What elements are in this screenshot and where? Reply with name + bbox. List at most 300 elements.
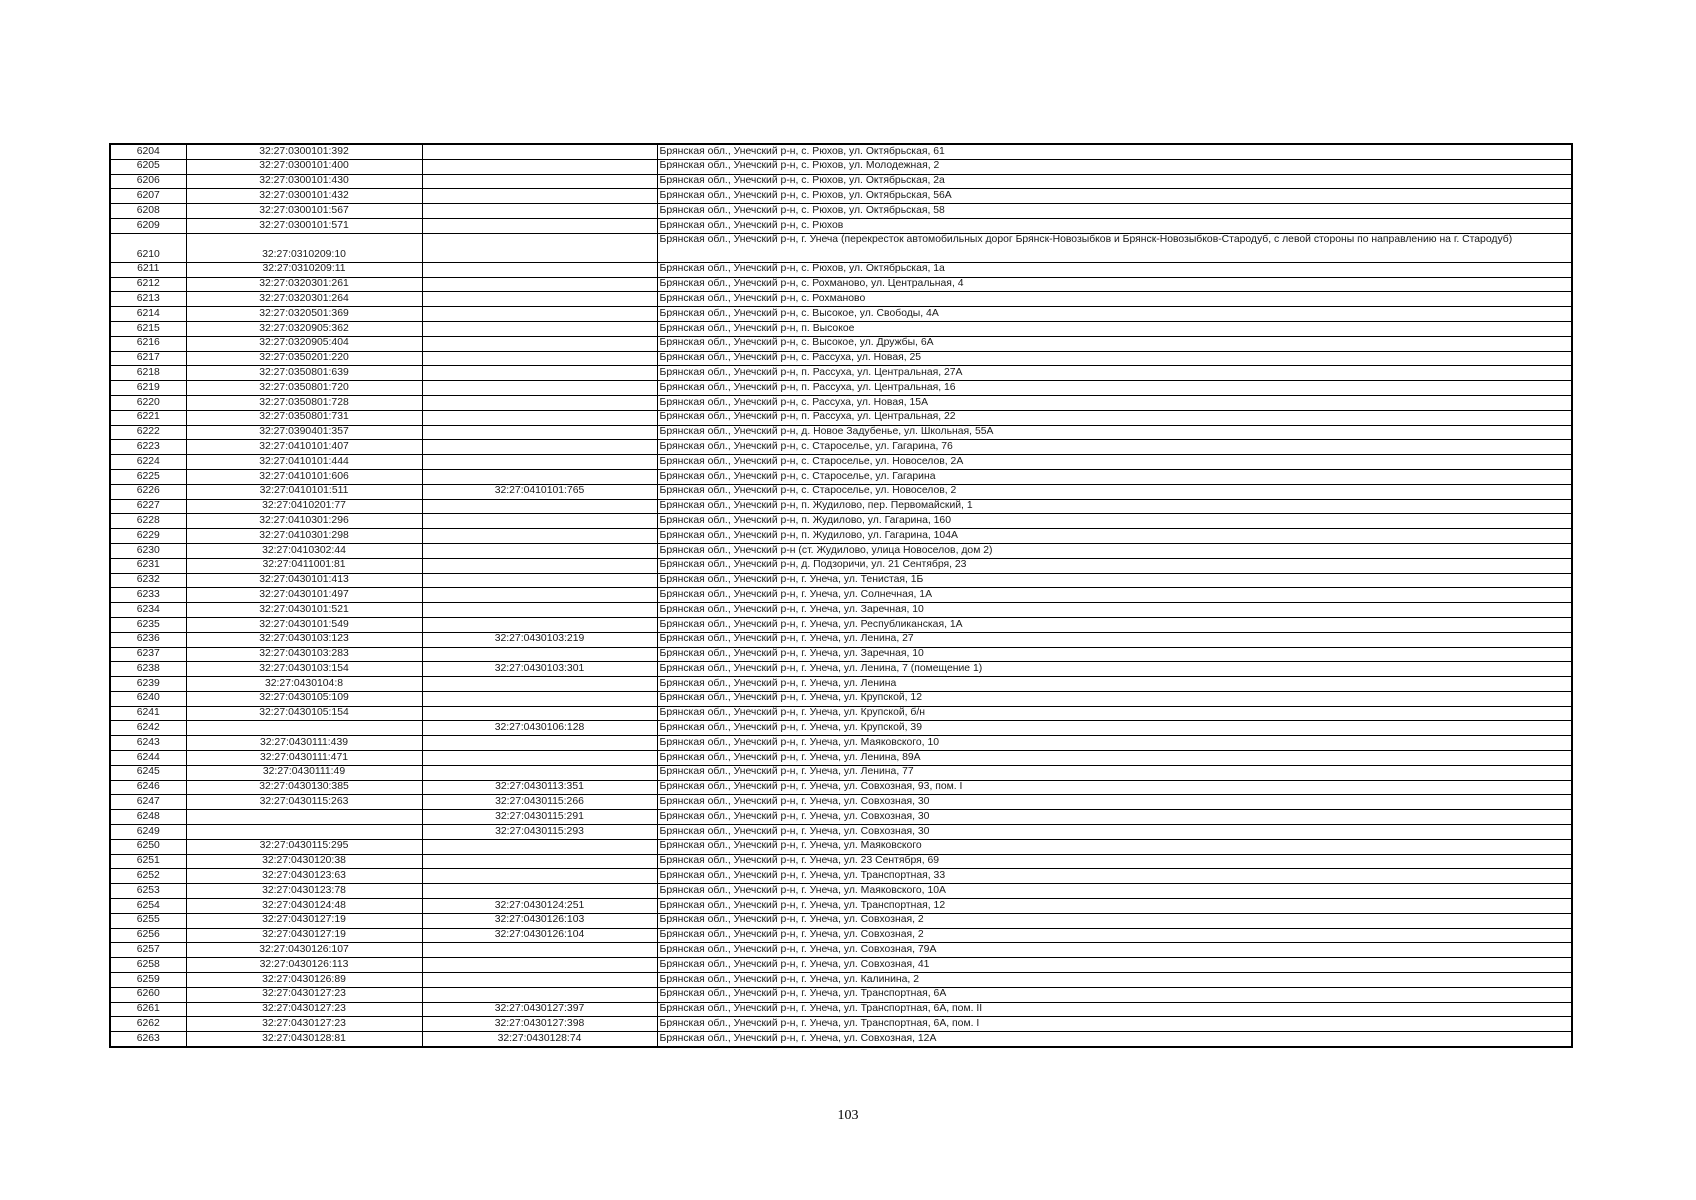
address-cell: Брянская обл., Унечский р-н, г. Унеча, ул. Крупской, б/н <box>657 706 1572 721</box>
page-number: 103 <box>837 1108 859 1123</box>
address-cell: Брянская обл., Унечский р-н, г. Унеча, ул. Совхозная, 12А <box>657 1032 1572 1047</box>
address-cell: Брянская обл., Унечский р-н, с. Высокое, ул. Дружбы, 6А <box>657 336 1572 351</box>
table-row <box>110 410 1572 425</box>
building-cadastral-cell <box>422 425 657 440</box>
building-cadastral-cell <box>422 395 657 410</box>
row-number-cell: 6232 <box>110 573 186 588</box>
cadastral-number-cell: 32:27:0430101:521 <box>186 603 422 618</box>
table-row <box>110 292 1572 307</box>
table-row <box>110 677 1572 692</box>
row-number-cell: 6218 <box>110 366 186 381</box>
table-row <box>110 558 1572 573</box>
cadastral-number-cell: 32:27:0350201:220 <box>186 351 422 366</box>
address-cell: Брянская обл., Унечский р-н, г. Унеча, ул. Совхозная, 2 <box>657 913 1572 928</box>
table-row <box>110 958 1572 973</box>
address-cell: Брянская обл., Унечский р-н, с. Рюхов, ул. Октябрьская, 1а <box>657 262 1572 277</box>
building-cadastral-cell <box>422 144 657 159</box>
cadastral-number-cell: 32:27:0430127:19 <box>186 928 422 943</box>
address-cell: Брянская обл., Унечский р-н, г. Унеча, ул. Транспортная, 6А, пом. I <box>657 1017 1572 1032</box>
table-row <box>110 632 1572 647</box>
table-row <box>110 174 1572 189</box>
address-cell: Брянская обл., Унечский р-н, г. Унеча, ул. Транспортная, 6А, пом. II <box>657 1002 1572 1017</box>
table-row <box>110 913 1572 928</box>
address-cell: Брянская обл., Унечский р-н, г. Унеча, ул. Совхозная, 79А <box>657 943 1572 958</box>
table-row <box>110 839 1572 854</box>
address-cell: Брянская обл., Унечский р-н, г. Унеча, ул. Тенистая, 1Б <box>657 573 1572 588</box>
row-number-cell: 6224 <box>110 455 186 470</box>
cadastral-number-cell: 32:27:0430115:295 <box>186 839 422 854</box>
address-cell: Брянская обл., Унечский р-н, г. Унеча, ул. Транспортная, 6А <box>657 987 1572 1002</box>
address-cell: Брянская обл., Унечский р-н, г. Унеча, ул. Солнечная, 1А <box>657 588 1572 603</box>
table-row <box>110 899 1572 914</box>
table-row <box>110 1032 1572 1047</box>
address-cell: Брянская обл., Унечский р-н, п. Рассуха, ул. Центральная, 27А <box>657 366 1572 381</box>
row-number-cell: 6215 <box>110 321 186 336</box>
row-number-cell: 6245 <box>110 765 186 780</box>
building-cadastral-cell <box>422 277 657 292</box>
cadastral-number-cell: 32:27:0410301:296 <box>186 514 422 529</box>
cadastral-number-cell: 32:27:0410101:444 <box>186 455 422 470</box>
table-row <box>110 736 1572 751</box>
building-cadastral-cell <box>422 987 657 1002</box>
row-number-cell: 6261 <box>110 1002 186 1017</box>
table-row <box>110 573 1572 588</box>
address-cell: Брянская обл., Унечский р-н, г. Унеча, ул. Совхозная, 30 <box>657 825 1572 840</box>
building-cadastral-cell: 32:27:0430126:103 <box>422 913 657 928</box>
building-cadastral-cell <box>422 455 657 470</box>
table-row <box>110 869 1572 884</box>
table-row <box>110 469 1572 484</box>
address-cell: Брянская обл., Унечский р-н, г. Унеча, ул. Маяковского <box>657 839 1572 854</box>
address-cell: Брянская обл., Унечский р-н, г. Унеча, ул. Маяковского, 10 <box>657 736 1572 751</box>
cadastral-number-cell: 32:27:0430127:23 <box>186 1017 422 1032</box>
building-cadastral-cell <box>422 321 657 336</box>
cadastral-number-cell: 32:27:0430124:48 <box>186 899 422 914</box>
building-cadastral-cell <box>422 469 657 484</box>
row-number-cell: 6254 <box>110 899 186 914</box>
cadastral-number-cell: 32:27:0410101:407 <box>186 440 422 455</box>
building-cadastral-cell <box>422 973 657 988</box>
address-cell: Брянская обл., Унечский р-н, п. Жудилово, ул. Гагарина, 104А <box>657 529 1572 544</box>
building-cadastral-cell <box>422 839 657 854</box>
address-cell: Брянская обл., Унечский р-н, г. Унеча (перекресток автомобильных дорог Брянск-Новозыбков и Брянск-Новозыбков-Стародуб, с левой стороны по направлению на г. Стародуб) <box>657 233 1572 262</box>
address-cell: Брянская обл., Унечский р-н, г. Унеча, ул. Транспортная, 12 <box>657 899 1572 914</box>
row-number-cell: 6256 <box>110 928 186 943</box>
address-cell: Брянская обл., Унечский р-н, г. Унеча, ул. Совхозная, 41 <box>657 958 1572 973</box>
cadastral-number-cell: 32:27:0350801:720 <box>186 381 422 396</box>
cadastral-number-cell: 32:27:0430115:263 <box>186 795 422 810</box>
row-number-cell: 6234 <box>110 603 186 618</box>
table-row <box>110 307 1572 322</box>
building-cadastral-cell <box>422 691 657 706</box>
building-cadastral-cell <box>422 233 657 262</box>
building-cadastral-cell <box>422 174 657 189</box>
table-row <box>110 514 1572 529</box>
table-row <box>110 484 1572 499</box>
row-number-cell: 6260 <box>110 987 186 1002</box>
address-cell: Брянская обл., Унечский р-н, с. Рассуха, ул. Новая, 25 <box>657 351 1572 366</box>
building-cadastral-cell <box>422 410 657 425</box>
table-row <box>110 721 1572 736</box>
table-row <box>110 336 1572 351</box>
building-cadastral-cell <box>422 189 657 204</box>
table-row <box>110 395 1572 410</box>
address-cell: Брянская обл., Унечский р-н, г. Унеча, ул. Ленина <box>657 677 1572 692</box>
address-cell: Брянская обл., Унечский р-н, г. Унеча, ул. Ленина, 27 <box>657 632 1572 647</box>
table-row <box>110 159 1572 174</box>
building-cadastral-cell <box>422 958 657 973</box>
building-cadastral-cell <box>422 603 657 618</box>
cadastral-number-cell: 32:27:0430105:109 <box>186 691 422 706</box>
table-row <box>110 765 1572 780</box>
row-number-cell: 6216 <box>110 336 186 351</box>
row-number-cell: 6213 <box>110 292 186 307</box>
address-cell: Брянская обл., Унечский р-н, г. Унеча, ул. Ленина, 89А <box>657 751 1572 766</box>
address-cell: Брянская обл., Унечский р-н, г. Унеча, ул. Ленина, 7 (помещение 1) <box>657 662 1572 677</box>
building-cadastral-cell <box>422 751 657 766</box>
address-cell: Брянская обл., Унечский р-н, г. Унеча, ул. Заречная, 10 <box>657 647 1572 662</box>
cadastral-number-cell: 32:27:0430103:123 <box>186 632 422 647</box>
cadastral-number-cell <box>186 721 422 736</box>
row-number-cell: 6209 <box>110 218 186 233</box>
cadastral-number-cell: 32:27:0320301:261 <box>186 277 422 292</box>
row-number-cell: 6246 <box>110 780 186 795</box>
row-number-cell: 6226 <box>110 484 186 499</box>
row-number-cell: 6250 <box>110 839 186 854</box>
building-cadastral-cell <box>422 573 657 588</box>
building-cadastral-cell <box>422 381 657 396</box>
address-cell: Брянская обл., Унечский р-н, с. Рюхов, ул. Октябрьская, 58 <box>657 204 1572 219</box>
address-cell: Брянская обл., Унечский р-н, с. Рюхов <box>657 218 1572 233</box>
address-cell: Брянская обл., Унечский р-н, г. Унеча, ул. Совхозная, 30 <box>657 810 1572 825</box>
cadastral-number-cell <box>186 810 422 825</box>
cadastral-number-cell: 32:27:0430126:89 <box>186 973 422 988</box>
table-row <box>110 529 1572 544</box>
table-row <box>110 662 1572 677</box>
building-cadastral-cell: 32:27:0430126:104 <box>422 928 657 943</box>
address-cell: Брянская обл., Унечский р-н, с. Староселье, ул. Новоселов, 2 <box>657 484 1572 499</box>
cadastral-number-cell: 32:27:0410201:77 <box>186 499 422 514</box>
building-cadastral-cell: 32:27:0430115:266 <box>422 795 657 810</box>
cadastral-number-cell: 32:27:0430101:549 <box>186 617 422 632</box>
address-cell: Брянская обл., Унечский р-н, с. Староселье, ул. Гагарина, 76 <box>657 440 1572 455</box>
row-number-cell: 6236 <box>110 632 186 647</box>
cadastral-number-cell: 32:27:0430123:78 <box>186 884 422 899</box>
table-row <box>110 691 1572 706</box>
building-cadastral-cell: 32:27:0430113:351 <box>422 780 657 795</box>
row-number-cell: 6263 <box>110 1032 186 1047</box>
table-row <box>110 425 1572 440</box>
row-number-cell: 6210 <box>110 233 186 262</box>
cadastral-number-cell: 32:27:0410101:511 <box>186 484 422 499</box>
table-row <box>110 603 1572 618</box>
row-number-cell: 6222 <box>110 425 186 440</box>
address-cell: Брянская обл., Унечский р-н, г. Унеча, ул. Транспортная, 33 <box>657 869 1572 884</box>
row-number-cell: 6206 <box>110 174 186 189</box>
property-registry-table <box>109 143 1573 1048</box>
table-row <box>110 218 1572 233</box>
building-cadastral-cell <box>422 706 657 721</box>
address-cell: Брянская обл., Унечский р-н, г. Унеча, ул. Маяковского, 10А <box>657 884 1572 899</box>
row-number-cell: 6211 <box>110 262 186 277</box>
building-cadastral-cell <box>422 736 657 751</box>
address-cell: Брянская обл., Унечский р-н, с. Высокое, ул. Свободы, 4А <box>657 307 1572 322</box>
row-number-cell: 6227 <box>110 499 186 514</box>
address-cell: Брянская обл., Унечский р-н, г. Унеча, ул. Совхозная, 30 <box>657 795 1572 810</box>
row-number-cell: 6230 <box>110 543 186 558</box>
building-cadastral-cell: 32:27:0430115:293 <box>422 825 657 840</box>
row-number-cell: 6208 <box>110 204 186 219</box>
registry-rows <box>110 144 1572 1047</box>
address-cell: Брянская обл., Унечский р-н, п. Жудилово, ул. Гагарина, 160 <box>657 514 1572 529</box>
building-cadastral-cell <box>422 336 657 351</box>
cadastral-number-cell: 32:27:0390401:357 <box>186 425 422 440</box>
address-cell: Брянская обл., Унечский р-н, с. Рюхов, ул. Октябрьская, 56А <box>657 189 1572 204</box>
building-cadastral-cell: 32:27:0430103:301 <box>422 662 657 677</box>
row-number-cell: 6238 <box>110 662 186 677</box>
row-number-cell: 6221 <box>110 410 186 425</box>
building-cadastral-cell <box>422 351 657 366</box>
building-cadastral-cell <box>422 262 657 277</box>
address-cell: Брянская обл., Унечский р-н, г. Унеча, ул. Крупской, 12 <box>657 691 1572 706</box>
cadastral-number-cell: 32:27:0430123:63 <box>186 869 422 884</box>
row-number-cell: 6241 <box>110 706 186 721</box>
row-number-cell: 6244 <box>110 751 186 766</box>
cadastral-number-cell: 32:27:0350801:639 <box>186 366 422 381</box>
table-row <box>110 647 1572 662</box>
cadastral-number-cell: 32:27:0320905:362 <box>186 321 422 336</box>
row-number-cell: 6233 <box>110 588 186 603</box>
row-number-cell: 6259 <box>110 973 186 988</box>
row-number-cell: 6248 <box>110 810 186 825</box>
building-cadastral-cell <box>422 514 657 529</box>
address-cell: Брянская обл., Унечский р-н, г. Унеча, ул. Совхозная, 2 <box>657 928 1572 943</box>
address-cell: Брянская обл., Унечский р-н, п. Рассуха, ул. Центральная, 16 <box>657 381 1572 396</box>
building-cadastral-cell <box>422 558 657 573</box>
address-cell: Брянская обл., Унечский р-н, г. Унеча, ул. Совхозная, 93, пом. I <box>657 780 1572 795</box>
row-number-cell: 6212 <box>110 277 186 292</box>
cadastral-number-cell: 32:27:0300101:400 <box>186 159 422 174</box>
table-row <box>110 928 1572 943</box>
row-number-cell: 6251 <box>110 854 186 869</box>
row-number-cell: 6247 <box>110 795 186 810</box>
address-cell: Брянская обл., Унечский р-н, г. Унеча, ул. 23 Сентября, 69 <box>657 854 1572 869</box>
cadastral-number-cell: 32:27:0430111:439 <box>186 736 422 751</box>
cadastral-number-cell: 32:27:0300101:567 <box>186 204 422 219</box>
table-row <box>110 780 1572 795</box>
table-row <box>110 825 1572 840</box>
address-cell: Брянская обл., Унечский р-н, с. Рохманово <box>657 292 1572 307</box>
address-cell: Брянская обл., Унечский р-н, п. Жудилово, пер. Первомайский, 1 <box>657 499 1572 514</box>
row-number-cell: 6235 <box>110 617 186 632</box>
row-number-cell: 6242 <box>110 721 186 736</box>
building-cadastral-cell: 32:27:0430115:291 <box>422 810 657 825</box>
table-row <box>110 706 1572 721</box>
building-cadastral-cell <box>422 884 657 899</box>
table-row <box>110 795 1572 810</box>
address-cell: Брянская обл., Унечский р-н, с. Староселье, ул. Гагарина <box>657 469 1572 484</box>
row-number-cell: 6223 <box>110 440 186 455</box>
address-cell: Брянская обл., Унечский р-н, п. Рассуха, ул. Центральная, 22 <box>657 410 1572 425</box>
building-cadastral-cell <box>422 292 657 307</box>
row-number-cell: 6243 <box>110 736 186 751</box>
cadastral-number-cell: 32:27:0430111:49 <box>186 765 422 780</box>
row-number-cell: 6257 <box>110 943 186 958</box>
building-cadastral-cell <box>422 440 657 455</box>
row-number-cell: 6262 <box>110 1017 186 1032</box>
cadastral-number-cell: 32:27:0430101:413 <box>186 573 422 588</box>
table-row <box>110 144 1572 159</box>
cadastral-number-cell: 32:27:0300101:571 <box>186 218 422 233</box>
address-cell: Брянская обл., Унечский р-н, с. Рюхов, ул. Октябрьская, 2а <box>657 174 1572 189</box>
building-cadastral-cell: 32:27:0430106:128 <box>422 721 657 736</box>
building-cadastral-cell: 32:27:0430103:219 <box>422 632 657 647</box>
cadastral-number-cell: 32:27:0320905:404 <box>186 336 422 351</box>
cadastral-number-cell: 32:27:0430103:283 <box>186 647 422 662</box>
row-number-cell: 6258 <box>110 958 186 973</box>
address-cell: Брянская обл., Унечский р-н, с. Рохманово, ул. Центральная, 4 <box>657 277 1572 292</box>
address-cell: Брянская обл., Унечский р-н, с. Староселье, ул. Новоселов, 2А <box>657 455 1572 470</box>
table-row <box>110 884 1572 899</box>
address-cell: Брянская обл., Унечский р-н, с. Рюхов, ул. Октябрьская, 61 <box>657 144 1572 159</box>
row-number-cell: 6252 <box>110 869 186 884</box>
cadastral-number-cell: 32:27:0320501:369 <box>186 307 422 322</box>
building-cadastral-cell <box>422 854 657 869</box>
cadastral-number-cell: 32:27:0430126:113 <box>186 958 422 973</box>
row-number-cell: 6231 <box>110 558 186 573</box>
table-row <box>110 366 1572 381</box>
cadastral-number-cell: 32:27:0430128:81 <box>186 1032 422 1047</box>
row-number-cell: 6249 <box>110 825 186 840</box>
cadastral-number-cell: 32:27:0300101:430 <box>186 174 422 189</box>
cadastral-number-cell: 32:27:0410302:44 <box>186 543 422 558</box>
address-cell: Брянская обл., Унечский р-н, г. Унеча, ул. Крупской, 39 <box>657 721 1572 736</box>
row-number-cell: 6225 <box>110 469 186 484</box>
row-number-cell: 6214 <box>110 307 186 322</box>
address-cell: Брянская обл., Унечский р-н, с. Рассуха, ул. Новая, 15А <box>657 395 1572 410</box>
building-cadastral-cell <box>422 204 657 219</box>
table-row <box>110 321 1572 336</box>
row-number-cell: 6253 <box>110 884 186 899</box>
row-number-cell: 6205 <box>110 159 186 174</box>
cadastral-number-cell <box>186 825 422 840</box>
cadastral-number-cell: 32:27:0310209:11 <box>186 262 422 277</box>
cadastral-number-cell: 32:27:0310209:10 <box>186 233 422 262</box>
table-row <box>110 440 1572 455</box>
address-cell: Брянская обл., Унечский р-н, д. Подзоричи, ул. 21 Сентября, 23 <box>657 558 1572 573</box>
building-cadastral-cell <box>422 159 657 174</box>
cadastral-number-cell: 32:27:0430130:385 <box>186 780 422 795</box>
row-number-cell: 6204 <box>110 144 186 159</box>
cadastral-number-cell: 32:27:0430127:23 <box>186 1002 422 1017</box>
building-cadastral-cell: 32:27:0410101:765 <box>422 484 657 499</box>
cadastral-number-cell: 32:27:0430127:23 <box>186 987 422 1002</box>
table-row <box>110 543 1572 558</box>
table-row <box>110 987 1572 1002</box>
address-cell: Брянская обл., Унечский р-н (ст. Жудилово, улица Новоселов, дом 2) <box>657 543 1572 558</box>
table-row <box>110 277 1572 292</box>
address-cell: Брянская обл., Унечский р-н, г. Унеча, ул. Ленина, 77 <box>657 765 1572 780</box>
building-cadastral-cell <box>422 765 657 780</box>
row-number-cell: 6219 <box>110 381 186 396</box>
table-row <box>110 499 1572 514</box>
row-number-cell: 6240 <box>110 691 186 706</box>
building-cadastral-cell: 32:27:0430128:74 <box>422 1032 657 1047</box>
table-row <box>110 617 1572 632</box>
row-number-cell: 6228 <box>110 514 186 529</box>
address-cell: Брянская обл., Унечский р-н, г. Унеча, ул. Республиканская, 1А <box>657 617 1572 632</box>
row-number-cell: 6229 <box>110 529 186 544</box>
building-cadastral-cell <box>422 617 657 632</box>
table-row <box>110 351 1572 366</box>
cadastral-number-cell: 32:27:0430127:19 <box>186 913 422 928</box>
address-cell: Брянская обл., Унечский р-н, с. Рюхов, ул. Молодежная, 2 <box>657 159 1572 174</box>
building-cadastral-cell <box>422 307 657 322</box>
cadastral-number-cell: 32:27:0411001:81 <box>186 558 422 573</box>
building-cadastral-cell: 32:27:0430127:397 <box>422 1002 657 1017</box>
table-row <box>110 262 1572 277</box>
building-cadastral-cell <box>422 647 657 662</box>
cadastral-number-cell: 32:27:0300101:432 <box>186 189 422 204</box>
address-cell: Брянская обл., Унечский р-н, г. Унеча, ул. Калинина, 2 <box>657 973 1572 988</box>
building-cadastral-cell <box>422 366 657 381</box>
cadastral-number-cell: 32:27:0430104:8 <box>186 677 422 692</box>
table-row <box>110 204 1572 219</box>
row-number-cell: 6237 <box>110 647 186 662</box>
table-row <box>110 810 1572 825</box>
building-cadastral-cell <box>422 943 657 958</box>
table-row <box>110 588 1572 603</box>
cadastral-number-cell: 32:27:0430103:154 <box>186 662 422 677</box>
building-cadastral-cell: 32:27:0430124:251 <box>422 899 657 914</box>
table-row <box>110 1002 1572 1017</box>
cadastral-number-cell: 32:27:0430105:154 <box>186 706 422 721</box>
table-row <box>110 1017 1572 1032</box>
table-row <box>110 943 1572 958</box>
cadastral-number-cell: 32:27:0410301:298 <box>186 529 422 544</box>
building-cadastral-cell <box>422 529 657 544</box>
address-cell: Брянская обл., Унечский р-н, п. Высокое <box>657 321 1572 336</box>
row-number-cell: 6239 <box>110 677 186 692</box>
row-number-cell: 6207 <box>110 189 186 204</box>
cadastral-number-cell: 32:27:0430111:471 <box>186 751 422 766</box>
table-row <box>110 455 1572 470</box>
cadastral-number-cell: 32:27:0430101:497 <box>186 588 422 603</box>
table-row <box>110 751 1572 766</box>
building-cadastral-cell <box>422 218 657 233</box>
row-number-cell: 6220 <box>110 395 186 410</box>
row-number-cell: 6255 <box>110 913 186 928</box>
cadastral-number-cell: 32:27:0350801:728 <box>186 395 422 410</box>
cadastral-number-cell: 32:27:0350801:731 <box>186 410 422 425</box>
cadastral-number-cell: 32:27:0320301:264 <box>186 292 422 307</box>
table-row <box>110 854 1572 869</box>
row-number-cell: 6217 <box>110 351 186 366</box>
address-cell: Брянская обл., Унечский р-н, г. Унеча, ул. Заречная, 10 <box>657 603 1572 618</box>
cadastral-number-cell: 32:27:0430126:107 <box>186 943 422 958</box>
table-row <box>110 973 1572 988</box>
address-cell: Брянская обл., Унечский р-н, д. Новое Задубенье, ул. Школьная, 55А <box>657 425 1572 440</box>
cadastral-number-cell: 32:27:0410101:606 <box>186 469 422 484</box>
building-cadastral-cell <box>422 677 657 692</box>
table-row <box>110 233 1572 262</box>
cadastral-number-cell: 32:27:0430120:38 <box>186 854 422 869</box>
building-cadastral-cell <box>422 588 657 603</box>
building-cadastral-cell <box>422 869 657 884</box>
cadastral-number-cell: 32:27:0300101:392 <box>186 144 422 159</box>
table-row <box>110 381 1572 396</box>
building-cadastral-cell: 32:27:0430127:398 <box>422 1017 657 1032</box>
